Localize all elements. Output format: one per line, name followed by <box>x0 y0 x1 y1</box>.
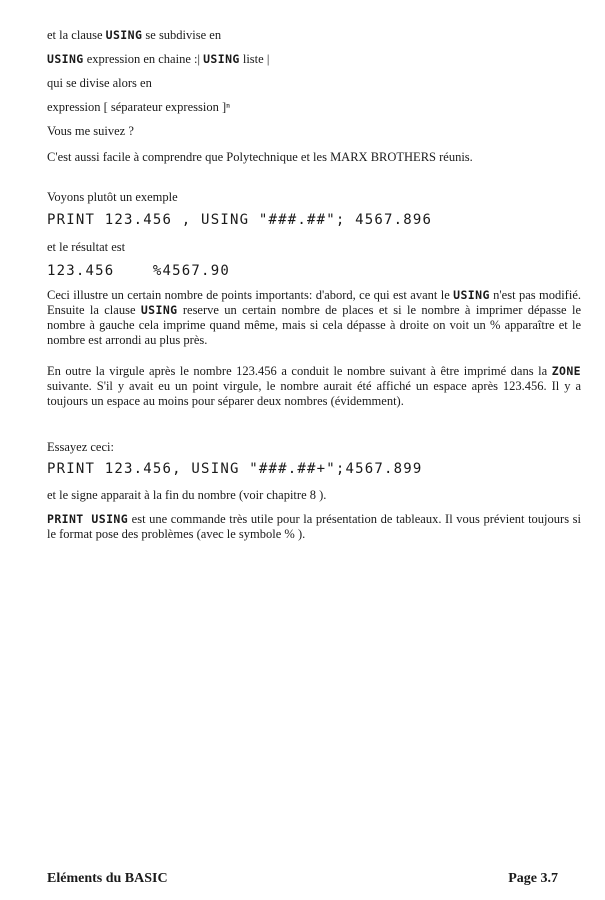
text-line-result: et le résultat est <box>47 240 126 254</box>
syntax-line-using <box>47 52 269 67</box>
syntax-fragment: expression en chaine :| <box>83 52 204 66</box>
page-number: Page 3.7 <box>508 871 558 886</box>
paragraph-zone <box>47 364 581 409</box>
text-fragment: est une commande très utile pour la présentation de tableaux. Il vous prévient toujours si le format pose des problèmes (avec le symbole % ). <box>47 512 581 541</box>
keyword-print-using: PRINT USING <box>47 512 129 526</box>
text-fragment: se subdivise en <box>142 28 222 42</box>
code-example-1: PRINT 123.456 , USING "###.##"; 4567.896 <box>47 212 433 228</box>
text-fragment: suivante. S'il y avait eu un point virgule, le nombre aurait été affiché un espace après 123.456. Il y a toujours un espace au moins pour séparer deux nombres (évidemment). <box>47 379 581 408</box>
text-line-try: Essayez ceci: <box>47 440 114 454</box>
keyword-using: USING <box>140 303 178 317</box>
keyword-using: USING <box>453 288 490 302</box>
syntax-line-expression: expression [ séparateur expression ]ⁿ <box>47 100 231 114</box>
text-line-question: Vous me suivez ? <box>47 124 134 138</box>
text-line-sign: et le signe apparait à la fin du nombre (voir chapitre 8 ). <box>47 488 327 502</box>
text-line-clause <box>47 28 221 43</box>
text-line-example: Voyons plutôt un exemple <box>47 190 178 204</box>
text-fragment: En outre la virgule après le nombre 123.456 a conduit le nombre suivant à être imprimé dans la <box>47 364 552 378</box>
code-example-2: PRINT 123.456, USING "###.##+";4567.899 <box>47 461 423 477</box>
text-fragment: n'est pas modifié. Ensuite la clause <box>47 288 581 317</box>
footer-title: Eléments du BASIC <box>47 871 168 886</box>
paragraph-print-using <box>47 512 581 542</box>
text-fragment: et la clause <box>47 28 106 42</box>
keyword-zone: ZONE <box>551 364 581 378</box>
keyword-using: USING <box>203 52 240 66</box>
paragraph-explanation <box>47 288 581 348</box>
code-output-1: 123.456 %4567.90 <box>47 263 230 279</box>
keyword-using: USING <box>105 28 143 42</box>
text-line-divides: qui se divise alors en <box>47 76 152 90</box>
syntax-fragment: liste | <box>239 52 270 66</box>
paragraph-polytechnique: C'est aussi facile à comprendre que Polytechnique et les MARX BROTHERS réunis. <box>47 150 473 164</box>
text-fragment: Ceci illustre un certain nombre de points importants: d'abord, ce qui est avant le <box>47 288 454 302</box>
text-fragment: reserve un certain nombre de places et si le nombre à imprimer dépasse le nombre à gauche cela imprime quand même, mais si cela dépasse à droite on voit un % apparaître et le nombre est arrondi au plus près. <box>47 303 581 347</box>
keyword-using: USING <box>47 52 84 66</box>
